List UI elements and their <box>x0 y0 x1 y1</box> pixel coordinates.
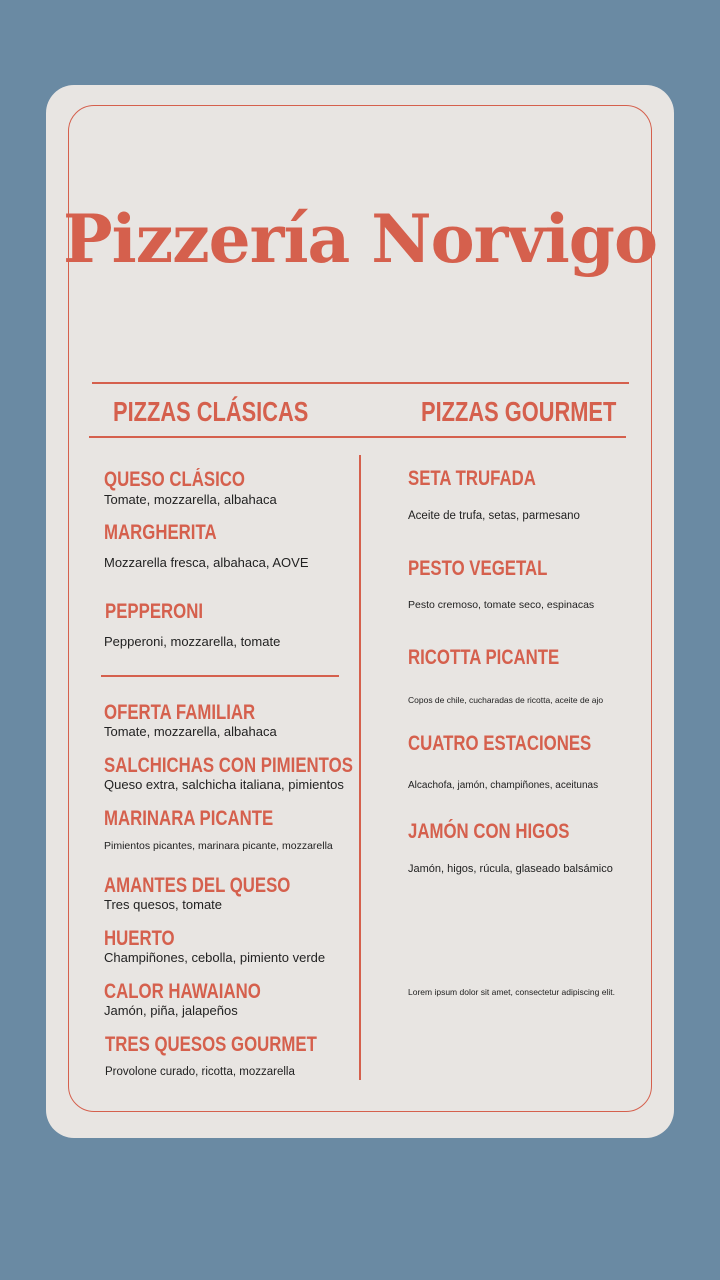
classic-item-name: MARINARA PICANTE <box>104 807 274 830</box>
classic-item-name: QUESO CLÁSICO <box>104 468 245 491</box>
classic-item-desc: Tomate, mozzarella, albahaca <box>104 492 277 507</box>
classic-item-desc: Pepperoni, mozzarella, tomate <box>104 634 281 649</box>
gourmet-item-name: CUATRO ESTACIONES <box>408 732 592 755</box>
classic-item-name: OFERTA FAMILIAR <box>104 701 256 724</box>
classic-item-name: CALOR HAWAIANO <box>104 980 261 1003</box>
classic-item-desc: Tomate, mozzarella, albahaca <box>104 724 277 739</box>
classic-section-divider <box>101 675 339 677</box>
classic-heading: PIZZAS CLÁSICAS <box>113 396 309 427</box>
classic-item-desc: Tres quesos, tomate <box>104 897 223 912</box>
gourmet-item-desc: Jamón, higos, rúcula, glaseado balsámico <box>408 863 613 875</box>
gourmet-item-desc: Copos de chile, cucharadas de ricotta, aceite de ajo <box>408 695 604 705</box>
gourmet-heading: PIZZAS GOURMET <box>421 396 617 427</box>
classic-item-desc: Jamón, piña, jalapeños <box>104 1003 238 1018</box>
column-divider <box>359 455 361 1080</box>
classic-item-name: TRES QUESOS GOURMET <box>105 1033 317 1056</box>
classic-item-desc: Provolone curado, ricotta, mozzarella <box>105 1066 295 1078</box>
gourmet-item-name: RICOTTA PICANTE <box>408 646 560 669</box>
classic-item-name: HUERTO <box>104 927 175 950</box>
header-bottom-rule <box>89 436 626 438</box>
classic-item-desc: Mozzarella fresca, albahaca, AOVE <box>104 555 309 570</box>
classic-item-desc: Queso extra, salchicha italiana, pimientos <box>104 777 344 792</box>
gourmet-item-name: SETA TRUFADA <box>408 467 536 490</box>
gourmet-item-desc: Alcachofa, jamón, champiñones, aceitunas <box>408 780 599 791</box>
classic-item-desc: Champiñones, cebolla, pimiento verde <box>104 950 326 965</box>
classic-item-name: MARGHERITA <box>104 521 217 544</box>
classic-item-name: PEPPERONI <box>105 600 204 623</box>
classic-item-name: SALCHICHAS CON PIMIENTOS <box>104 754 353 777</box>
classic-item-name: AMANTES DEL QUESO <box>104 874 291 897</box>
header-top-rule <box>92 382 629 384</box>
gourmet-item-desc: Aceite de trufa, setas, parmesano <box>408 510 580 522</box>
restaurant-title: Pizzería Norvigo <box>63 200 657 278</box>
gourmet-item-name: JAMÓN CON HIGOS <box>408 820 570 843</box>
gourmet-item-desc: Pesto cremoso, tomate seco, espinacas <box>408 599 595 611</box>
classic-item-desc: Pimientos picantes, marinara picante, mozzarella <box>104 840 333 852</box>
footer-note: Lorem ipsum dolor sit amet, consectetur adipiscing elit. <box>408 987 615 997</box>
gourmet-item-name: PESTO VEGETAL <box>408 557 548 580</box>
